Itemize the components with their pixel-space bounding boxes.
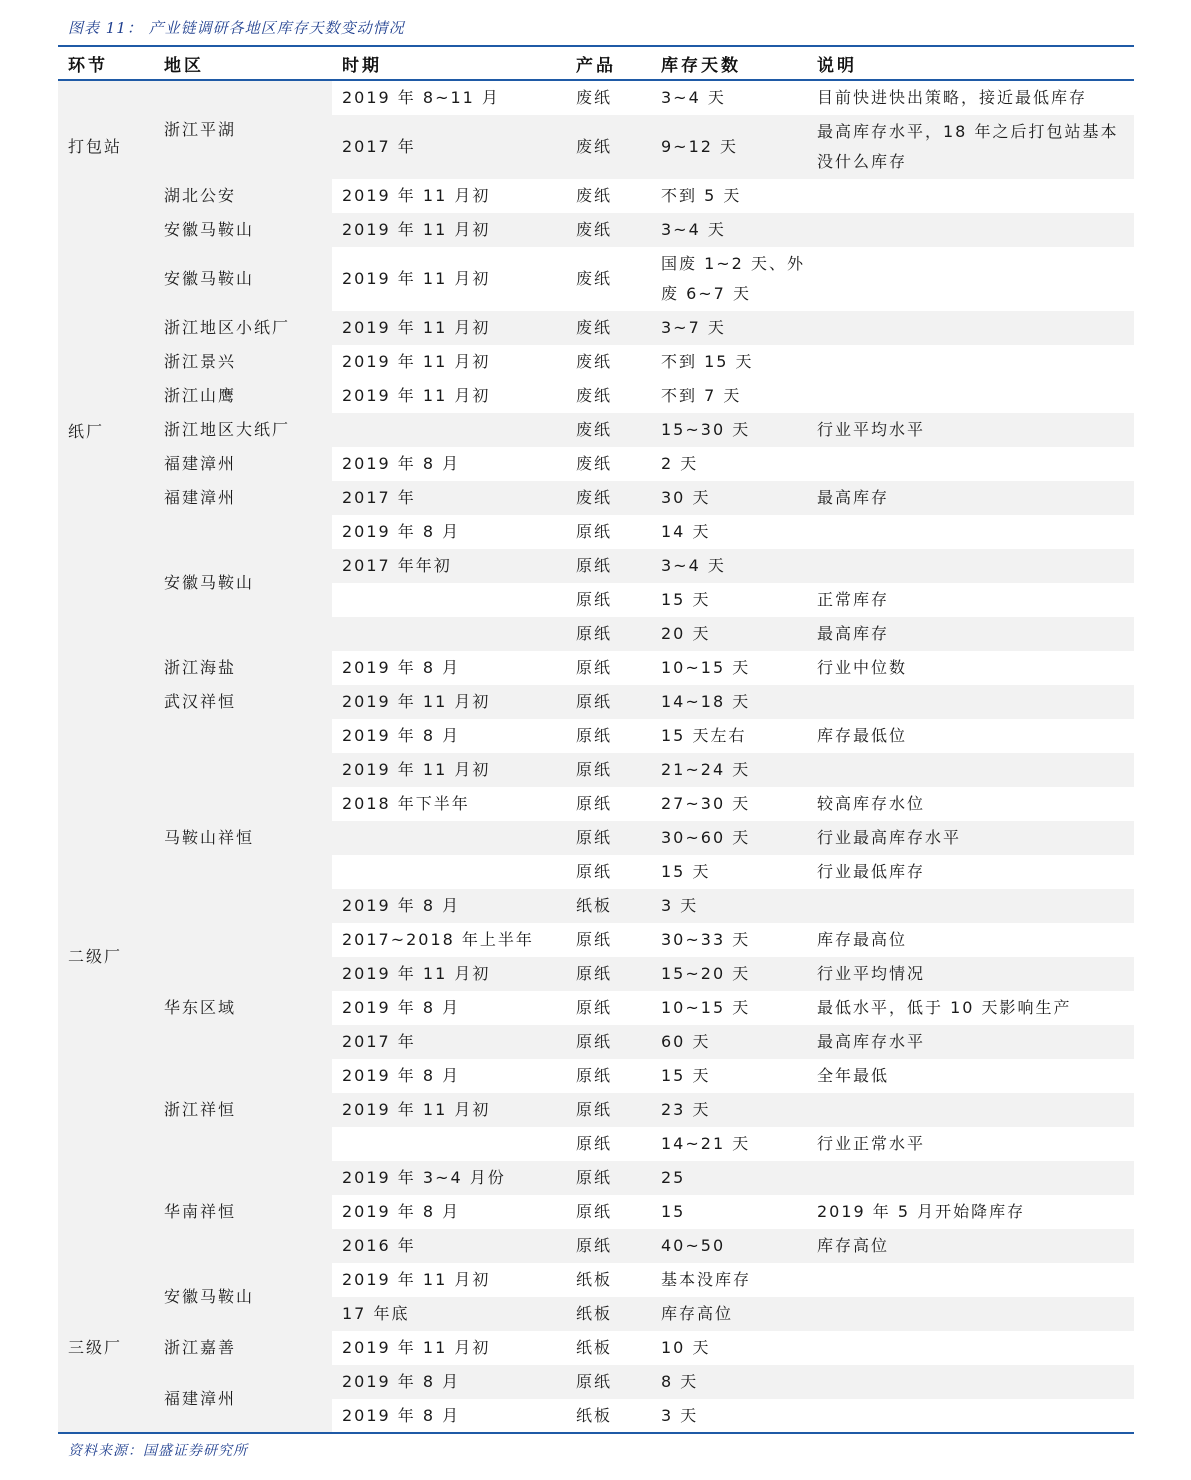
table-row [58,1331,1134,1365]
region-cell: 浙江嘉善 [154,1331,332,1365]
period-cell: 2018 年下半年 [342,794,470,813]
days-cell: 3~4 天 [651,213,807,247]
period-cell: 2019 年 11 月初 [342,269,491,288]
table-row [58,1161,1134,1195]
product-cell: 原纸 [566,685,651,719]
days-cell: 15 天左右 [661,726,747,745]
region-cell: 浙江海盐 [154,651,332,685]
product-cell: 原纸 [576,998,613,1017]
days-cell: 库存高位 [651,1297,807,1331]
region-cell: 湖北公安 [154,179,332,213]
table-row [58,413,1134,447]
region-cell: 安徽马鞍山 [154,213,332,247]
header-row [58,47,1134,80]
period-cell: 2019 年 11 月初 [342,1270,491,1289]
days-cell: 14~21 天 [661,1134,751,1153]
product-cell: 纸板 [576,1338,613,1357]
note-cell: 2019 年 5 月开始降库存 [817,1202,1026,1221]
days-cell: 27~30 天 [661,794,751,813]
period-cell: 2016 年 [332,1229,566,1263]
product-cell: 废纸 [576,454,613,473]
product-cell: 纸板 [576,1406,613,1425]
note-cell [807,1093,1134,1127]
period-cell [332,1127,566,1161]
days-cell: 15 天 [661,1066,711,1085]
region-cell: 福建漳州 [154,1365,332,1433]
header-cell: 时期 [332,47,566,80]
days-cell: 国废 1~2 天、外废 6~7 天 [661,254,805,303]
period-cell: 2017 年 [332,115,566,179]
note-cell [807,213,1134,247]
table-row [58,515,1134,549]
period-cell: 2019 年 8 月 [342,998,461,1017]
days-cell: 不到 5 天 [661,186,742,205]
product-cell: 原纸 [576,522,613,541]
period-cell: 17 年底 [332,1297,566,1331]
note-cell [807,1161,1134,1195]
days-cell: 3~4 天 [661,88,726,107]
product-cell: 原纸 [566,821,651,855]
product-cell: 纸板 [566,1297,651,1331]
note-cell [807,345,1134,379]
table-row [58,179,1134,213]
figure-caption: 图表 11： 产业链调研各地区库存天数变动情况 [68,19,405,37]
note-cell: 最高库存 [807,481,1134,515]
days-cell: 23 天 [651,1093,807,1127]
product-cell: 原纸 [576,658,613,677]
days-cell: 30 天 [651,481,807,515]
note-cell [807,1399,1134,1433]
header-cell: 库存天数 [651,47,807,80]
region-cell: 安徽马鞍山 [154,247,332,311]
note-cell: 行业最高库存水平 [807,821,1134,855]
region-cell: 浙江祥恒 [154,1059,332,1161]
period-cell: 2019 年 11 月初 [342,186,491,205]
period-cell [332,583,566,617]
section-cell: 三级厂 [58,1263,154,1433]
product-cell: 原纸 [576,862,613,881]
header-cell: 说明 [807,47,1134,80]
period-cell: 2019 年 8 月 [342,454,461,473]
product-cell: 原纸 [576,1202,613,1221]
days-cell: 3~7 天 [651,311,807,345]
table-row [58,311,1134,345]
table-row [58,80,1134,115]
days-cell: 15 天 [661,862,711,881]
period-cell: 2019 年 8~11 月 [342,88,500,107]
days-cell: 15~30 天 [651,413,807,447]
note-cell: 库存高位 [807,1229,1134,1263]
days-cell: 基本没库存 [661,1270,752,1289]
period-cell: 2019 年 8 月 [332,1365,566,1399]
period-cell: 2017 年 [332,1025,566,1059]
header-cell: 地区 [154,47,332,80]
note-cell [807,379,1134,413]
period-cell: 2019 年 8 月 [342,522,461,541]
period-cell: 2019 年 8 月 [332,889,566,923]
table-row [58,957,1134,991]
note-cell [807,515,1134,549]
product-cell: 废纸 [576,269,613,288]
days-cell: 10~15 天 [661,998,751,1017]
product-cell: 原纸 [566,957,651,991]
note-cell: 目前快进快出策略，接近最低库存 [817,88,1088,107]
product-cell: 原纸 [566,753,651,787]
note-cell: 行业中位数 [817,658,908,677]
table-row [58,447,1134,481]
product-cell: 废纸 [566,213,651,247]
note-cell: 全年最低 [817,1066,890,1085]
period-cell: 2017~2018 年上半年 [342,930,534,949]
days-cell: 3~4 天 [651,549,807,583]
days-cell: 15 [661,1202,686,1221]
note-cell: 最高库存水平 [807,1025,1134,1059]
region-cell: 浙江地区大纸厂 [154,413,332,447]
bottom-rule [58,1432,1134,1434]
days-cell: 40~50 [651,1229,807,1263]
note-cell [807,685,1134,719]
header-cell: 环节 [58,47,154,80]
period-cell: 2019 年 8 月 [342,658,461,677]
note-cell: 库存最低位 [817,726,908,745]
period-cell: 2019 年 8 月 [342,1202,461,1221]
days-cell: 9~12 天 [651,115,807,179]
region-cell: 华东区域 [154,957,332,1059]
region-cell: 武汉祥恒 [154,685,332,719]
note-cell: 行业平均情况 [807,957,1134,991]
period-cell: 2019 年 8 月 [342,726,461,745]
period-cell: 2017 年 [332,481,566,515]
days-cell: 21~24 天 [651,753,807,787]
period-cell [332,855,566,889]
days-cell: 30~60 天 [651,821,807,855]
days-cell: 30~33 天 [661,930,751,949]
period-cell: 2019 年 3~4 月份 [332,1161,566,1195]
table-row [58,1059,1134,1093]
period-cell: 2019 年 8 月 [342,1066,461,1085]
note-cell [807,549,1134,583]
note-cell [807,447,1134,481]
period-cell: 2019 年 11 月初 [342,386,491,405]
table-row [58,247,1134,311]
region-cell: 马鞍山祥恒 [154,719,332,957]
product-cell: 原纸 [576,590,613,609]
days-cell: 15~20 天 [651,957,807,991]
period-cell [332,413,566,447]
region-cell: 浙江平湖 [154,80,332,179]
product-cell: 废纸 [566,413,651,447]
table-row [58,1365,1134,1399]
note-cell [807,889,1134,923]
product-cell: 原纸 [566,1365,651,1399]
table-row [58,651,1134,685]
product-cell: 原纸 [566,1093,651,1127]
period-cell: 2019 年 11 月初 [332,753,566,787]
product-cell: 废纸 [576,352,613,371]
days-cell: 15 天 [661,590,711,609]
product-cell: 废纸 [566,481,651,515]
days-cell: 不到 15 天 [661,352,754,371]
table-row [58,481,1134,515]
table-row [58,345,1134,379]
region-cell: 浙江山鹰 [154,379,332,413]
note-cell [807,1331,1134,1365]
region-cell: 福建漳州 [154,481,332,515]
days-cell: 20 天 [651,617,807,651]
header-cell: 产品 [566,47,651,80]
product-cell: 废纸 [576,386,613,405]
note-cell [807,1365,1134,1399]
table-row [58,685,1134,719]
product-cell: 纸板 [566,889,651,923]
product-cell: 原纸 [566,1025,651,1059]
note-cell: 行业正常水平 [817,1134,926,1153]
period-cell [332,617,566,651]
region-cell: 安徽马鞍山 [154,515,332,651]
days-cell: 14 天 [661,522,711,541]
days-cell: 14~18 天 [651,685,807,719]
period-cell: 2019 年 11 月初 [332,1093,566,1127]
region-cell: 浙江景兴 [154,345,332,379]
days-cell: 60 天 [651,1025,807,1059]
product-cell: 纸板 [576,1270,613,1289]
period-cell [332,821,566,855]
days-cell: 8 天 [651,1365,807,1399]
days-cell: 10 天 [661,1338,711,1357]
note-cell [807,247,1134,311]
product-cell: 原纸 [566,1229,651,1263]
note-cell: 最高库存水平，18 年之后打包站基本没什么库存 [807,115,1134,179]
product-cell: 原纸 [576,1066,613,1085]
note-cell: 行业平均水平 [807,413,1134,447]
section-cell: 打包站 [58,80,154,213]
period-cell: 2019 年 11 月初 [332,311,566,345]
table-row [58,719,1134,753]
period-cell: 2019 年 11 月初 [332,685,566,719]
product-cell: 原纸 [576,794,613,813]
note-cell: 较高库存水位 [817,794,926,813]
note-cell [807,753,1134,787]
note-cell [807,1297,1134,1331]
days-cell: 不到 7 天 [661,386,742,405]
period-cell: 2019 年 11 月初 [332,213,566,247]
days-cell: 10~15 天 [661,658,751,677]
product-cell: 废纸 [566,115,651,179]
period-cell: 2017 年年初 [332,549,566,583]
days-cell: 25 [651,1161,807,1195]
region-cell: 华南祥恒 [154,1161,332,1263]
region-cell: 安徽马鞍山 [154,1263,332,1331]
note-cell: 行业最低库存 [817,862,926,881]
section-cell: 纸厂 [58,213,154,651]
period-cell: 2019 年 8 月 [342,1406,461,1425]
period-cell: 2019 年 11 月初 [342,1338,491,1357]
days-cell: 3 天 [661,1406,699,1425]
note-cell: 正常库存 [817,590,890,609]
region-cell: 浙江地区小纸厂 [154,311,332,345]
table-body [58,80,1134,1433]
note-cell: 最低水平，低于 10 天影响生产 [817,998,1072,1017]
product-cell: 原纸 [566,617,651,651]
table-row [58,213,1134,247]
note-cell [807,179,1134,213]
note-cell: 最高库存 [807,617,1134,651]
product-cell: 原纸 [576,1134,613,1153]
days-cell: 3 天 [651,889,807,923]
note-cell: 库存最高位 [817,930,908,949]
product-cell: 原纸 [576,726,613,745]
table-row [58,379,1134,413]
days-cell: 2 天 [661,454,699,473]
product-cell: 原纸 [576,930,613,949]
product-cell: 废纸 [576,88,613,107]
product-cell: 废纸 [566,311,651,345]
region-cell: 福建漳州 [154,447,332,481]
note-cell [807,311,1134,345]
period-cell: 2019 年 11 月初 [342,352,491,371]
note-cell [807,1263,1134,1297]
inventory-table [58,47,1134,1433]
product-cell: 原纸 [566,1161,651,1195]
product-cell: 废纸 [576,186,613,205]
product-cell: 原纸 [566,549,651,583]
source-note: 资料来源：国盛证券研究所 [68,1443,248,1459]
section-cell: 二级厂 [58,651,154,1263]
table-row [58,1263,1134,1297]
period-cell: 2019 年 11 月初 [332,957,566,991]
